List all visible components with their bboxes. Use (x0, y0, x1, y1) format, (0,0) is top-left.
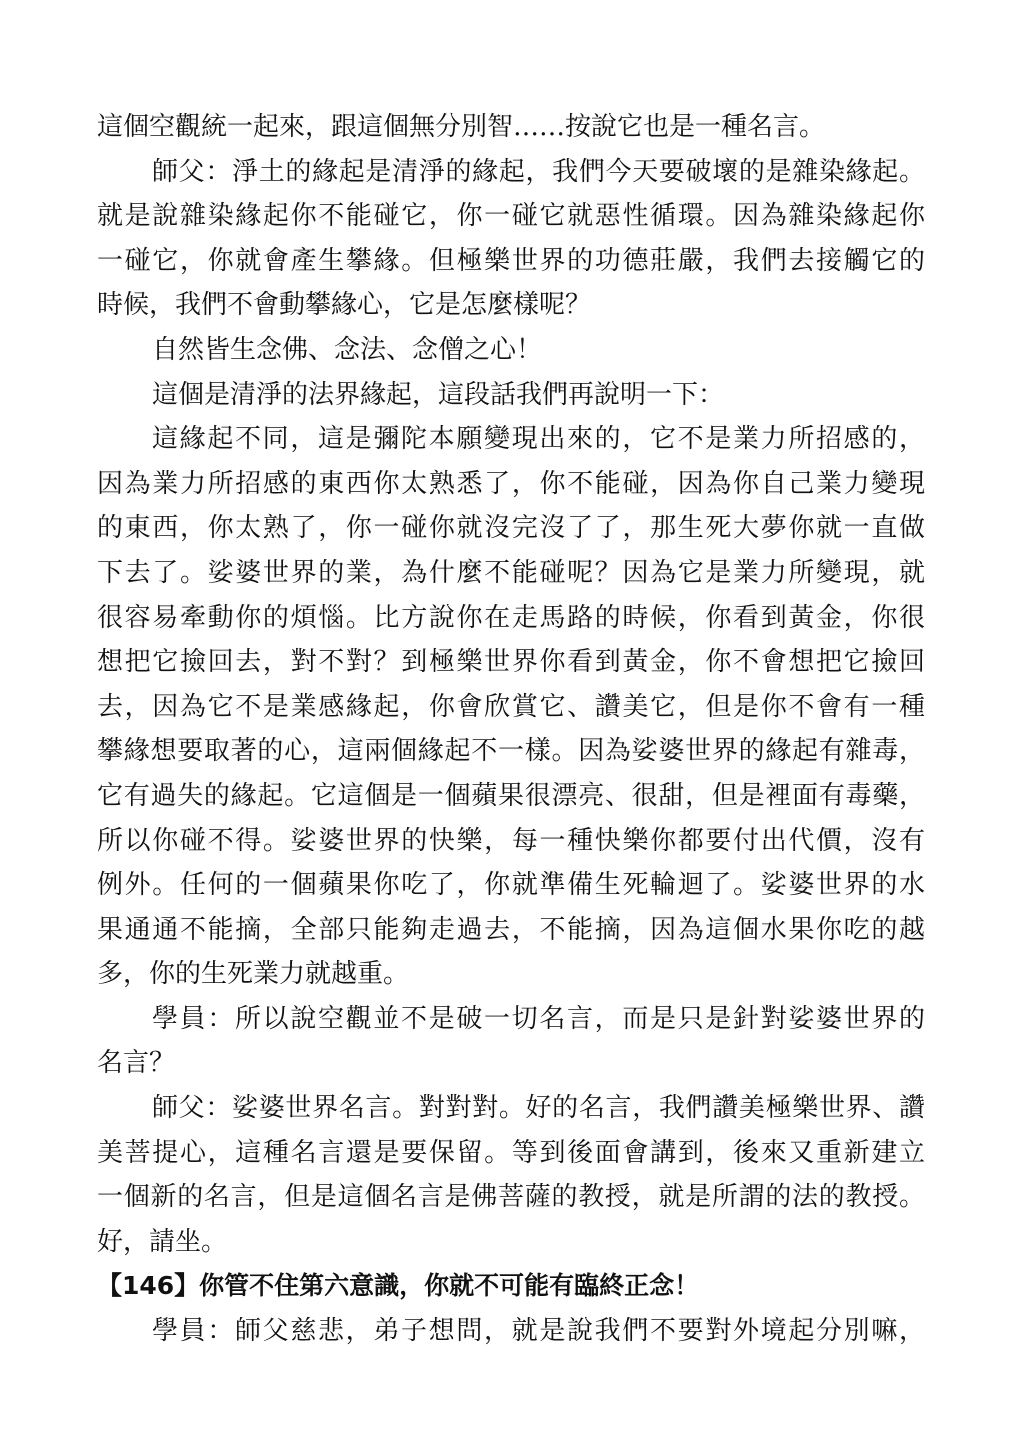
paragraph (97, 150, 925, 328)
text-line: 這緣起不同，這是彌陀本願變現出來的，它不是業力所招感的， (152, 424, 925, 455)
paragraph (97, 997, 925, 1086)
paragraph (97, 1309, 925, 1354)
text-line: 一個新的名言，但是這個名言是佛菩薩的教授，就是所謂的法的教授。 (97, 1182, 925, 1213)
text-line: 名言？ (97, 1048, 176, 1079)
text-line: 例外。任何的一個蘋果你吃了，你就準備生死輪迴了。娑婆世界的水 (97, 870, 925, 901)
text-line: 它有過失的緣起。它這個是一個蘋果很漂亮、很甜，但是裡面有毒藥， (97, 780, 925, 811)
text-line: 這個是清淨的法界緣起，這段話我們再說明一下： (152, 379, 725, 410)
text-line: 這個空觀統一起來，跟這個無分別智……按說它也是一種名言。 (97, 112, 826, 142)
paragraph (97, 417, 925, 997)
text-line: 學員：師父慈悲，弟子想問，就是說我們不要對外境起分別嘛， (152, 1316, 925, 1347)
text-line: 去，因為它不是業感緣起，你會欣賞它、讚美它，但是你不會有一種 (97, 691, 925, 722)
text-line: 師父：淨土的緣起是清淨的緣起，我們今天要破壞的是雜染緣起。 (152, 156, 925, 187)
paragraph (97, 1086, 925, 1264)
paragraph (97, 373, 925, 418)
heading-text: 【146】你管不住第六意識，你就不可能有臨終正念！ (97, 1271, 700, 1301)
text-line: 下去了。娑婆世界的業，為什麼不能碰呢？因為它是業力所變現，就 (97, 557, 925, 588)
text-line: 自然皆生念佛、念法、念僧之心！ (152, 334, 543, 365)
text-line: 所以你碰不得。娑婆世界的快樂，每一種快樂你都要付出代價，沒有 (97, 825, 925, 856)
text-line: 學員：所以說空觀並不是破一切名言，而是只是針對娑婆世界的 (152, 1003, 925, 1034)
text-line: 師父：娑婆世界名言。對對對。好的名言，我們讚美極樂世界、讚 (152, 1093, 925, 1124)
text-line: 好，請坐。 (97, 1226, 228, 1257)
text-line: 因為業力所招感的東西你太熟悉了，你不能碰，因為你自己業力變現 (97, 468, 925, 499)
paragraph (97, 328, 925, 373)
text-line: 就是說雜染緣起你不能碰它，你一碰它就惡性循環。因為雜染緣起你 (97, 201, 925, 232)
text-line: 攀緣想要取著的心，這兩個緣起不一樣。因為娑婆世界的緣起有雜毒， (97, 736, 925, 767)
text-line: 美菩提心，這種名言還是要保留。等到後面會講到，後來又重新建立 (97, 1137, 925, 1168)
text-line: 想把它撿回去，對不對？到極樂世界你看到黃金，你不會想把它撿回 (97, 647, 925, 678)
text-line: 的東西，你太熟了，你一碰你就沒完沒了了，那生死大夢你就一直做 (97, 513, 925, 544)
section-heading (97, 1264, 925, 1309)
paragraph (97, 105, 925, 150)
text-line: 果通通不能摘，全部只能夠走過去，不能摘，因為這個水果你吃的越 (97, 914, 925, 945)
document-page (97, 105, 925, 1405)
text-line: 很容易牽動你的煩惱。比方說你在走馬路的時候，你看到黃金，你很 (97, 602, 925, 633)
text-line: 多，你的生死業力就越重。 (97, 959, 410, 990)
text-line: 時候，我們不會動攀緣心，它是怎麼樣呢？ (97, 290, 592, 321)
text-line: 一碰它，你就會產生攀緣。但極樂世界的功德莊嚴，我們去接觸它的 (97, 245, 925, 276)
